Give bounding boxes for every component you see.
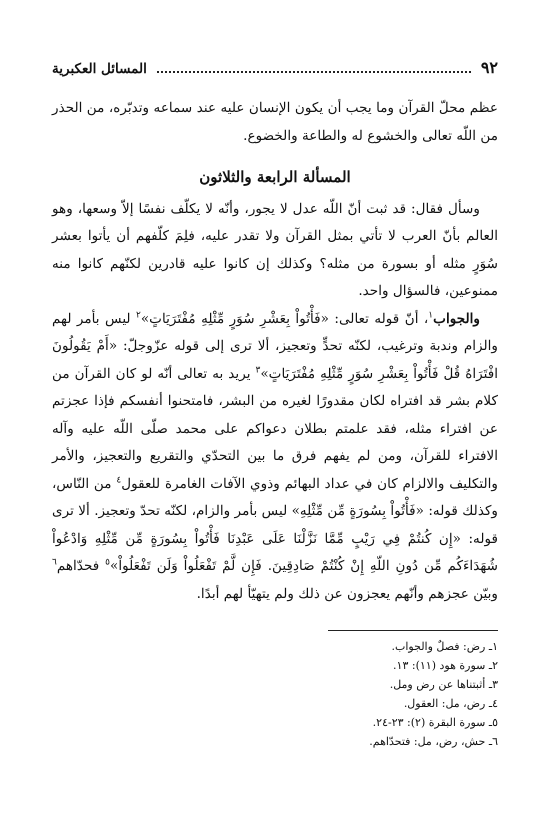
footnotes-list xyxy=(52,637,498,751)
answer-label: والجواب xyxy=(433,310,480,327)
footnote: ٣ـ أثبتناها عن رض ومل. xyxy=(389,678,498,691)
footnote-marker: ٣ xyxy=(255,364,261,375)
footnote-marker: ٥ xyxy=(105,557,110,568)
footnote: ٢ـ سورة هود (١١): ١٣. xyxy=(393,659,498,672)
footnote-marker: ٤ xyxy=(116,474,122,485)
running-header xyxy=(52,58,498,81)
question-paragraph: وسأل فقال: قد ثبت أنّ اللّه عدل لا يجور، وأنّه لا يكلّف نفسًا إلاّ وسعها، وهو العالم بأنّ العرب لا تأتي بمثل القرآن ولا تقدر عليه، فلِمَ كلّفهم أن يأتوا بعشر سُوَرٍ مثله أو بسورة من مثله؟ وكذلك إن كانوا عليه قادرين لكنّهم كانوا منه ممنوعين، فالسؤال واحد. xyxy=(52,200,498,299)
footnote-marker: ٢ xyxy=(136,309,141,320)
footnote: ٥ـ سورة البقرة (٢): ٢٣-٢٤. xyxy=(372,716,498,729)
answer-text-part: ليس بأمر لهم والزام وندبة وترغيب، لكنّه تحدٍّ وتعجيز، ألا ترى إلى قوله عزّوجلّ: «أَمْ يَقُولُونَ افْتَرَاهُ قُلْ فَأْتُواْ بِعَشْرِ سُوَرٍ مِّثْلِهِ مُفْتَرَيَاتٍ» xyxy=(52,310,499,382)
running-title: المسائل العكبرية xyxy=(52,61,147,77)
main-text xyxy=(52,95,498,608)
footnote: ١ـ رض: فصلٌ والجواب. xyxy=(391,640,498,653)
footnote-marker: ١ xyxy=(428,309,434,320)
answer-text-part: فحدّاهم xyxy=(56,558,106,574)
answer-text-part: ، أنّ قوله تعالى: «فَأْتُواْ بِعَشْرِ سُوَرٍ مِّثْلِهِ مُفْتَرَيَاتٍ» xyxy=(140,310,429,327)
footnote-marker: ٦ xyxy=(52,557,57,568)
answer-text-part: يريد به تعالى أنّه لو كان القرآن من كلام بشر قد افتراه لكان مقدورًا لغيره من البشر، فامتحنوا أنفسكم فإذا عجزتم عن افتراء مثله، فقد علمتم بطلان دعواكم على محمد صلّى اللّه عليه وآله الافتراء للقرآن، ومن لم يفهم فرق ما بين التحدّي والتقريع والتعجيز، والأمر والتكليف والالزام كان في عداد البهائم وذوي الآفات الغامرة للعقول xyxy=(52,365,498,492)
answer-paragraph xyxy=(52,306,498,609)
page-number: ٩٢ xyxy=(480,58,498,77)
answer-text-part: وبيّن عجزهم وأنّهم يعجزون عن ذلك ولم يتهيّأ لهم أبدًا. xyxy=(196,585,498,602)
footnote: ٤ـ رض، مل: العقول. xyxy=(403,697,498,710)
section-title: المسألة الرابعة والثلاثون xyxy=(199,168,351,186)
header-leader-dots xyxy=(157,70,471,73)
footnote: ٦ـ حش، رض، مل: فتحدّاهم. xyxy=(369,735,498,748)
intro-paragraph: عظم محلّ القرآن وما يجب أن يكون الإنسان عليه عند سماعه وتدبّره، من الحذر من اللّه تعالى والخشوع له والطاعة والخضوع. xyxy=(52,100,498,144)
footnote-separator xyxy=(328,630,498,631)
answer-text-part: من النّاس، وكذلك قوله: «فَأْتُواْ بِسُورَةٍ مِّن مِّثْلِهِ» ليس بأمر والزام، لكنّه تحدّ وتعجيز. ألا ترى قوله: «إِن كُنتُمْ فِي رَيْبٍ مِّمَّا نَزَّلْنَا عَلَى عَبْدِنَا فَأْتُواْ بِسُورَةٍ مِّن مِّثْلِهِ وَادْعُواْ شُهَدَاءَكُم مِّن دُونِ اللّهِ إِنْ كُنْتُمْ صَادِقِينَ. فَإِن لَّمْ تَفْعَلُواْ وَلَن تَفْعَلُواْ» xyxy=(52,475,499,574)
